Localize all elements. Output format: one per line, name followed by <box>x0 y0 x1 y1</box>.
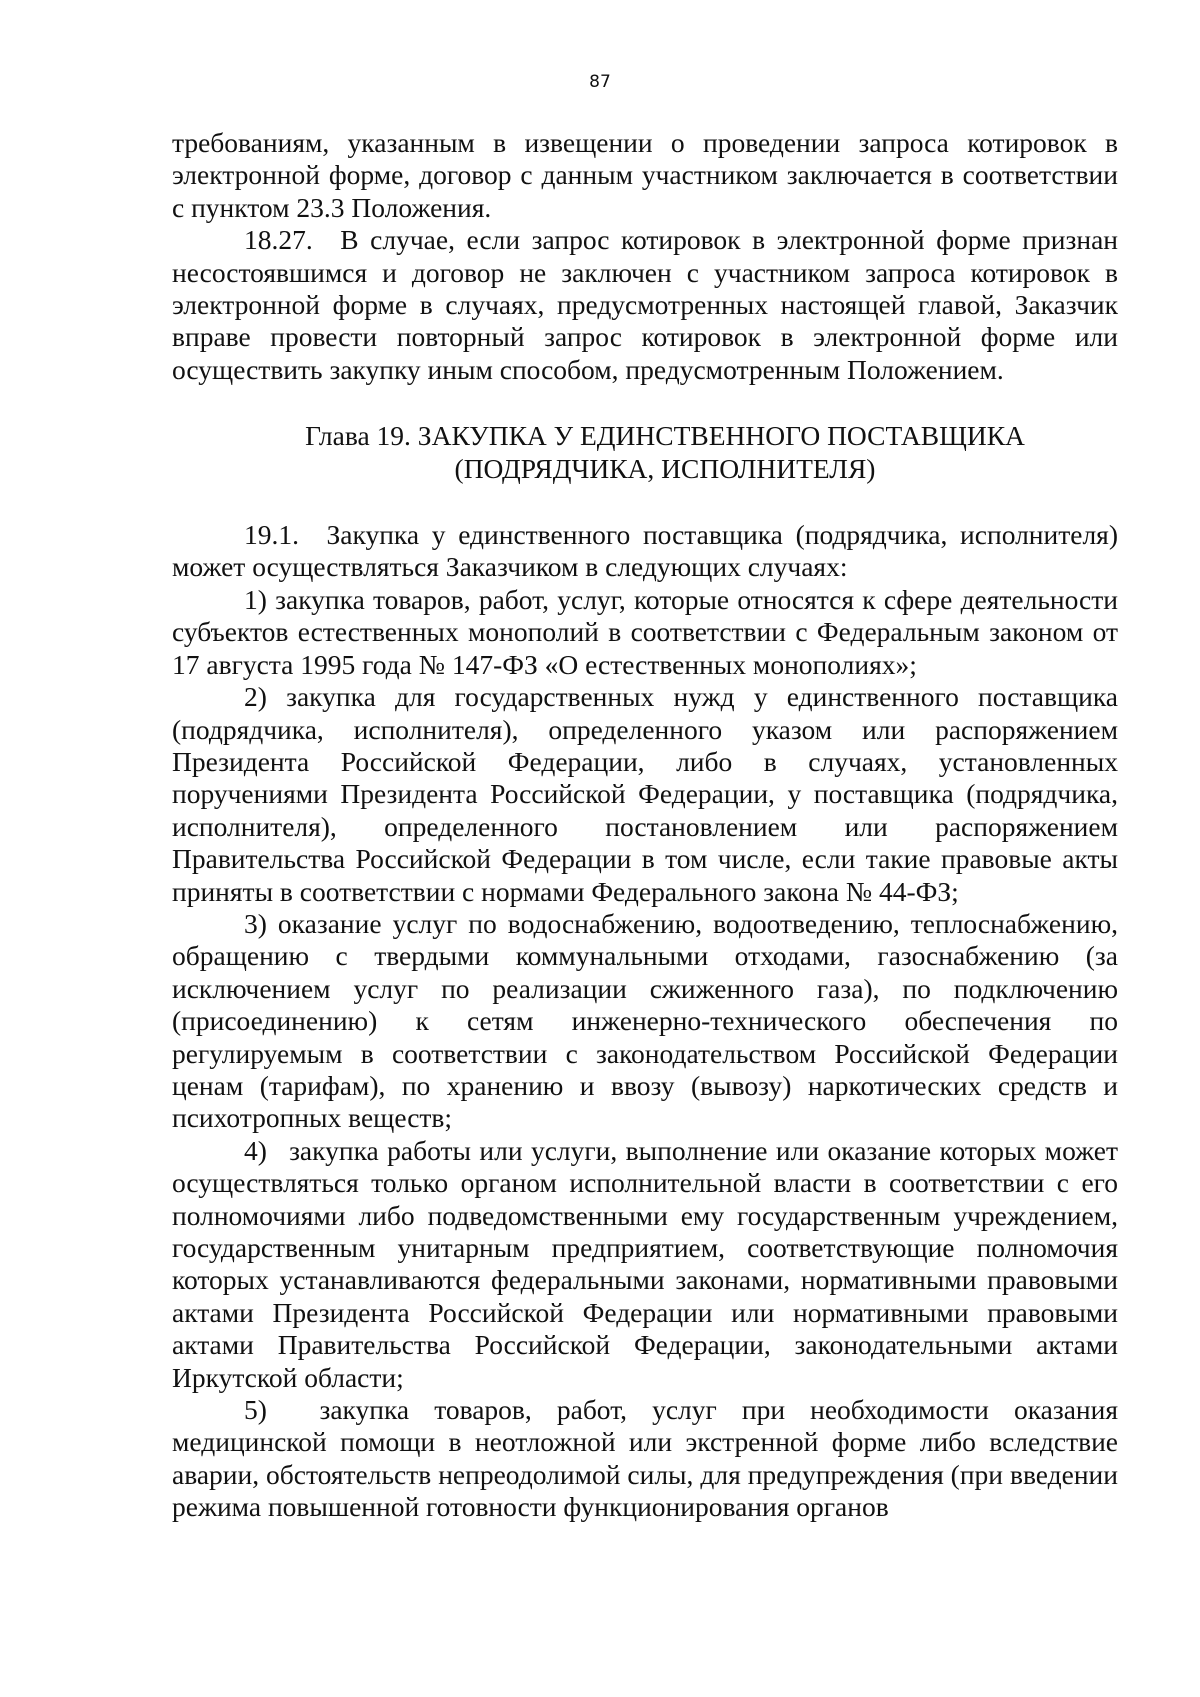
paragraph-18-27: 18.27. В случае, если запрос котировок в электронной форме признан несостоявшимся и договор не заключен с участником запроса котировок в электронной форме в случаях, предусмотренных настоящей главой, Заказчик вправе провести повторный запрос котировок в электронной форме или осуществить закупку иным способом, предусмотренным Положением. <box>172 224 1118 385</box>
chapter-title-line-1: Глава 19. ЗАКУПКА У ЕДИНСТВЕННОГО ПОСТАВЩИКА <box>305 420 1025 452</box>
paragraph-continuation: требованиям, указанным в извещении о проведении запроса котировок в электронной форме, договор с данным участником заключается в соответствии с пунктом 23.3 Положения. <box>172 127 1118 223</box>
chapter-heading <box>172 420 1118 485</box>
paragraph-19-1: 19.1. Закупка у единственного поставщика (подрядчика, исполнителя) может осуществляться Заказчиком в следующих случаях: <box>172 519 1118 583</box>
list-item-4: 4) закупка работы или услуги, выполнение или оказание которых может осуществляться только органом исполнительной власти в соответствии с его полномочиями либо подведомственными ему государственным учреждением, государственным унитарным предприятием, соответствующие полномочия которых устанавливаются федеральными законами, нормативными правовыми актами Президента Российской Федерации или нормативными правовыми актами Правительства Российской Федерации, законодательными актами Иркутской области; <box>172 1134 1118 1393</box>
list-item-5: 5) закупка товаров, работ, услуг при необходимости оказания медицинской помощи в неотложной или экстренной форме либо вследствие аварии, обстоятельств непреодолимой силы, для предупреждения (при введении режима повышенной готовности функционирования органов <box>172 1394 1118 1523</box>
document-body <box>172 127 1118 1524</box>
list-item-1: 1) закупка товаров, работ, услуг, которые относятся к сфере деятельности субъектов естественных монополий в соответствии с Федеральным законом от 17 августа 1995 года № 147-ФЗ «О естественных монополиях»; <box>172 583 1118 680</box>
list-item-2: 2) закупка для государственных нужд у единственного поставщика (подрядчика, исполнителя), определенного указом или распоряжением Президента Российской Федерации, либо в случаях, установленных поручениями Президента Российской Федерации, у поставщика (подрядчика, исполнителя), определенного постановлением или распоряжением Правительства Российской Федерации в том числе, если такие правовые акты приняты в соответствии с нормами Федерального закона № 44-ФЗ; <box>172 681 1118 907</box>
chapter-title-line-2: (ПОДРЯДЧИКА, ИСПОЛНИТЕЛЯ) <box>454 452 876 484</box>
list-item-3: 3) оказание услуг по водоснабжению, водоотведению, теплоснабжению, обращению с твердыми коммунальными отходами, газоснабжению (за исключением услуг по реализации сжиженного газа), по подключению (присоединению) к сетям инженерно-технического обеспечения по регулируемым в соответствии с законодательством Российской Федерации ценам (тарифам), по хранению и ввозу (вывозу) наркотических средств и психотропных веществ; <box>172 907 1118 1134</box>
page-number: 87 <box>589 72 611 92</box>
